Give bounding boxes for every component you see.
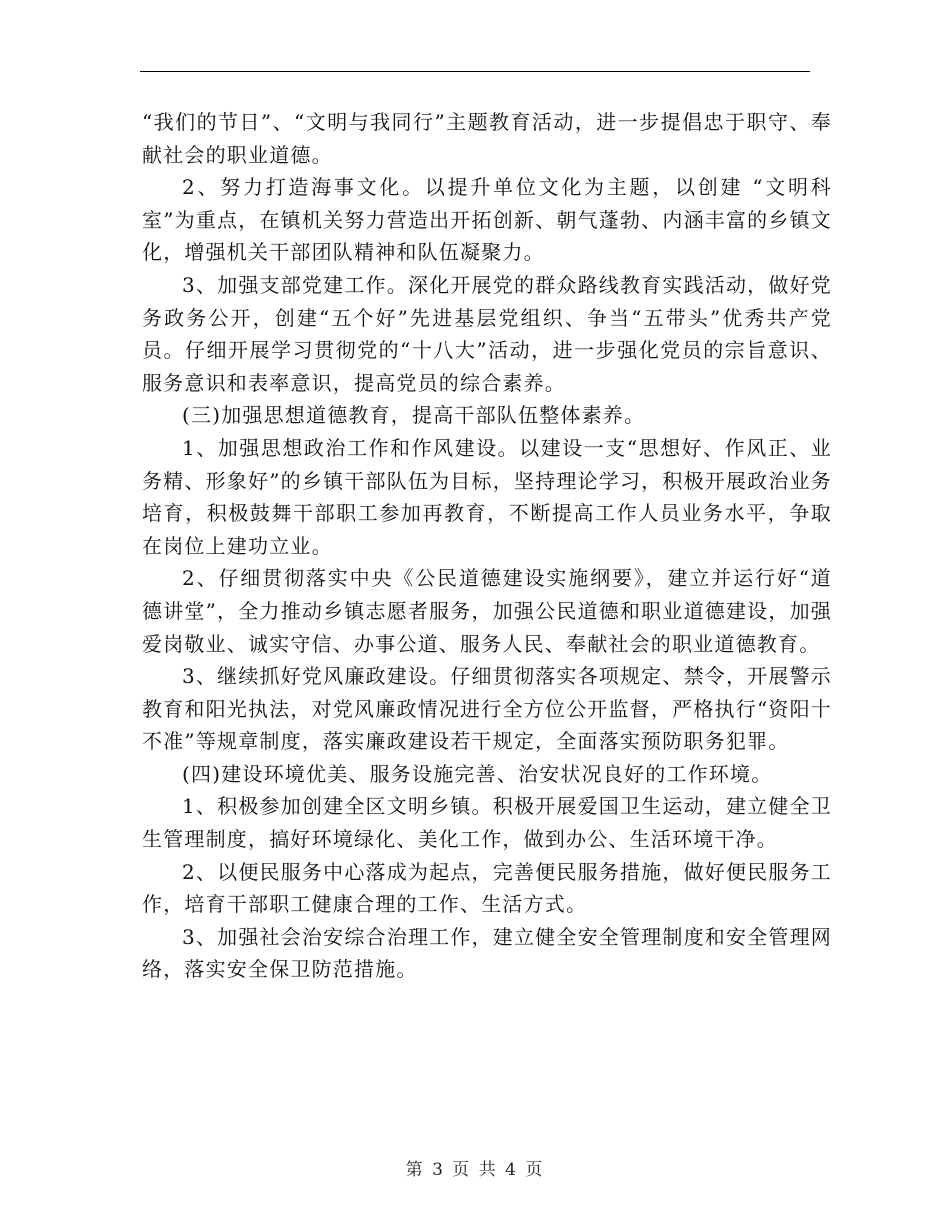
- paragraph-civilized-town: 1、积极参加创建全区文明乡镇。积极开展爱国卫生运动，建立健全卫生管理制度，搞好环境绿化、美化工作，做到办公、生活环境干净。: [142, 794, 832, 852]
- paragraph-continuation: “我们的节日”、“文明与我同行”主题教育活动，进一步提倡忠于职守、奉献社会的职业道德。: [142, 110, 832, 167]
- section-heading-4: (四)建设环境优美、服务设施完善、治安状况良好的工作环境。: [182, 761, 773, 786]
- section-heading-3: (三)加强思想道德教育，提高干部队伍整体素养。: [182, 403, 646, 428]
- paragraph-political-work: 1、加强思想政治工作和作风建设。以建设一支“思想好、作风正、业务精、形象好”的乡镇干部队伍为目标，坚持理论学习，积极开展政治业务培育，积极鼓舞干部职工参加再教育，不断提高工作人员业务水平，争取在岗位上建功立业。: [142, 435, 832, 558]
- page-number: 第 3 页 共 4 页: [405, 1160, 545, 1180]
- document-body: [142, 106, 832, 986]
- paragraph-public-security: 3、加强社会治安综合治理工作，建立健全安全管理制度和安全管理网络，落实安全保卫防范措施。: [142, 924, 832, 982]
- paragraph-anti-corruption: 3、继续抓好党风廉政建设。仔细贯彻落实各项规定、禁令，开展警示教育和阳光执法，对党风廉政情况进行全方位公开监督，严格执行“资阳十不准”等规章制度，落实廉政建设若干规定，全面落实预防职务犯罪。: [142, 664, 832, 754]
- paragraph-service-center: 2、以便民服务中心落成为起点，完善便民服务措施，做好便民服务工作，培育干部职工健康合理的工作、生活方式。: [142, 859, 832, 917]
- header-rule: [140, 71, 810, 72]
- paragraph-party-building: 3、加强支部党建工作。深化开展党的群众路线教育实践活动，做好党务政务公开，创建“五个好”先进基层党组织、争当“五带头”优秀共产党员。仔细开展学习贯彻党的“十八大”活动，进一步强化党员的宗旨意识、服务意识和表率意识，提高党员的综合素养。: [142, 272, 832, 395]
- paragraph-maritime-culture: 2、努力打造海事文化。以提升单位文化为主题，以创建 “文明科室”为重点，在镇机关努力营造出开拓创新、朝气蓬勃、内涵丰富的乡镇文化，增强机关干部团队精神和队伍凝聚力。: [142, 175, 832, 265]
- paragraph-moral-construction: 2、仔细贯彻落实中央《公民道德建设实施纲要》，建立并运行好“道德讲堂”，全力推动乡镇志愿者服务，加强公民道德和职业道德建设，加强爱岗敬业、诚实守信、办事公道、服务人民、奉献社会的职业道德教育。: [142, 566, 832, 656]
